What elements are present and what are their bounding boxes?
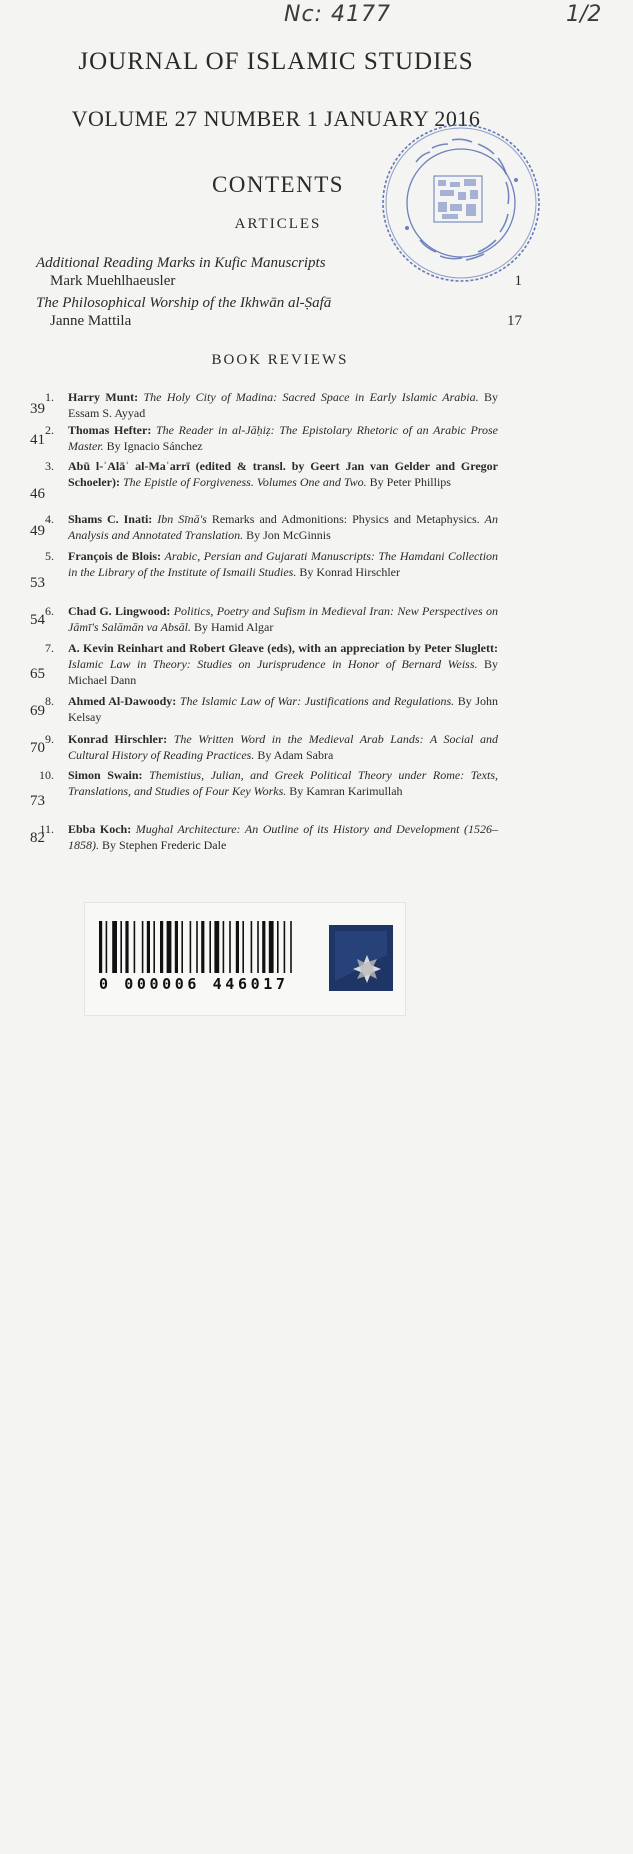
review-page: 70	[30, 740, 45, 756]
article-entry	[36, 294, 530, 330]
reviewer: By Stephen Frederic Dale	[99, 838, 227, 852]
review-title: Islamic Law in Theory: Studies on Jurisprudence in Honor of Bernard Weiss.	[68, 657, 478, 671]
review-author: François de Blois:	[68, 549, 162, 563]
publisher-logo-icon	[329, 925, 393, 991]
article-title: The Philosophical Worship of the Ikhwān al-Ṣafā	[36, 295, 332, 311]
review-author: Konrad Hirschler:	[68, 732, 168, 746]
reviewer: By Adam Sabra	[254, 748, 334, 762]
review-author: Thomas Hefter:	[68, 423, 152, 437]
review-author: Abū l-ʿAlāʾ al-Maʿarrī (edited & transl. by Geert Jan van Gelder and Gregor Schoeler):	[68, 459, 498, 489]
review-title: Mughal Architecture: An Outline of its History and Development (1526–1858).	[68, 822, 499, 852]
review-author: Shams C. Inati:	[68, 512, 153, 526]
review-author: Chad G. Lingwood:	[68, 604, 171, 618]
review-title: The Reader in al-Jāḥiẓ: The Epistolary Rhetoric of an Arabic Prose Master.	[68, 423, 498, 453]
review-title: The Epistle of Forgiveness. Volumes One and Two.	[122, 475, 367, 489]
review-page: 65	[30, 666, 45, 682]
review-title: Politics, Poetry and Sufism in Medieval Iran: New Perspectives on Jāmī's Salāmān va Absāl.	[68, 604, 499, 634]
review-number: 10.	[39, 768, 54, 782]
review-page: 82	[30, 830, 45, 846]
review-author: Ahmed Al-Dawoody:	[68, 694, 177, 708]
review-page: 53	[30, 575, 45, 591]
book-reviews-heading: BOOK REVIEWS	[211, 352, 349, 368]
review-number: 1.	[45, 390, 54, 404]
journal-title: JOURNAL OF ISLAMIC STUDIES	[78, 48, 474, 75]
review-number: 2.	[45, 423, 54, 437]
review-number: 3.	[45, 459, 54, 473]
review-title: Themistius, Julian, and Greek Political Theory under Rome: Texts, Translations, and Studies of Four Key Works.	[68, 768, 498, 798]
review-title: The Written Word in the Medieval Arab Lands: A Social and Cultural History of Reading Practices.	[68, 732, 499, 762]
article-author: Mark Muehlhaeusler	[50, 273, 176, 289]
review-number: 6.	[45, 604, 54, 618]
articles-heading: ARTICLES	[234, 216, 322, 232]
article-entry	[36, 254, 530, 290]
review-number: 11.	[39, 822, 54, 836]
review-page: 69	[30, 703, 45, 719]
review-page: 41	[30, 432, 45, 448]
review-page: 49	[30, 523, 45, 539]
review-title: Ibn Sīnā's	[157, 512, 207, 526]
review-page: 46	[30, 486, 45, 502]
reviewer: By Ignacio Sánchez	[103, 439, 203, 453]
review-author: A. Kevin Reinhart and Robert Gleave (eds), with an appreciation by Peter Sluglett:	[68, 641, 498, 655]
review-title: The Islamic Law of War: Justifications and Regulations.	[179, 694, 455, 708]
contents-heading: CONTENTS	[211, 172, 345, 197]
review-author: Simon Swain:	[68, 768, 143, 782]
article-page: 17	[507, 313, 522, 329]
article-page: 1	[514, 273, 522, 289]
review-title-plain: Remarks and Admonitions: Physics and Metaphysics.	[206, 512, 485, 526]
reviewer: By Hamid Algar	[191, 620, 274, 634]
review-title: Arabic, Persian and Gujarati Manuscripts: The Hamdani Collection in the Library of the Institute of Ismaili Studies.	[68, 549, 499, 579]
handwritten-fraction: 1/2	[566, 2, 602, 27]
reviewer: By Michael Dann	[68, 657, 498, 687]
review-number: 4.	[45, 512, 54, 526]
barcode-icon	[99, 921, 319, 975]
review-page: 39	[30, 401, 45, 417]
volume-line: VOLUME 27 NUMBER 1 JANUARY 2016	[71, 106, 481, 131]
review-title: The Holy City of Madina: Sacred Space in Early Islamic Arabia.	[143, 390, 479, 404]
review-author: Harry Munt:	[68, 390, 139, 404]
article-title: Additional Reading Marks in Kufic Manuscripts	[36, 255, 326, 271]
barcode-digits: 0 000006 446017	[99, 975, 289, 993]
reviewer: By John Kelsay	[68, 694, 499, 724]
review-number: 7.	[45, 641, 54, 655]
review-author: Ebba Koch:	[68, 822, 132, 836]
review-number: 8.	[45, 694, 54, 708]
handwritten-shelf-number: Nc: 4177	[284, 2, 391, 27]
review-title-subtitle: An Analysis and Annotated Translation.	[68, 512, 499, 542]
barcode-label	[84, 902, 406, 1016]
reviewer: By Peter Phillips	[366, 475, 451, 489]
review-number: 5.	[45, 549, 54, 563]
reviewer: By Kamran Karimullah	[286, 784, 403, 798]
reviewer: By Essam S. Ayyad	[68, 390, 499, 420]
reviewer: By Konrad Hirschler	[296, 565, 400, 579]
review-page: 54	[30, 612, 45, 628]
reviewer: By Jon McGinnis	[243, 528, 331, 542]
article-author: Janne Mattila	[50, 313, 132, 329]
review-number: 9.	[45, 732, 54, 746]
review-page: 73	[30, 793, 45, 809]
